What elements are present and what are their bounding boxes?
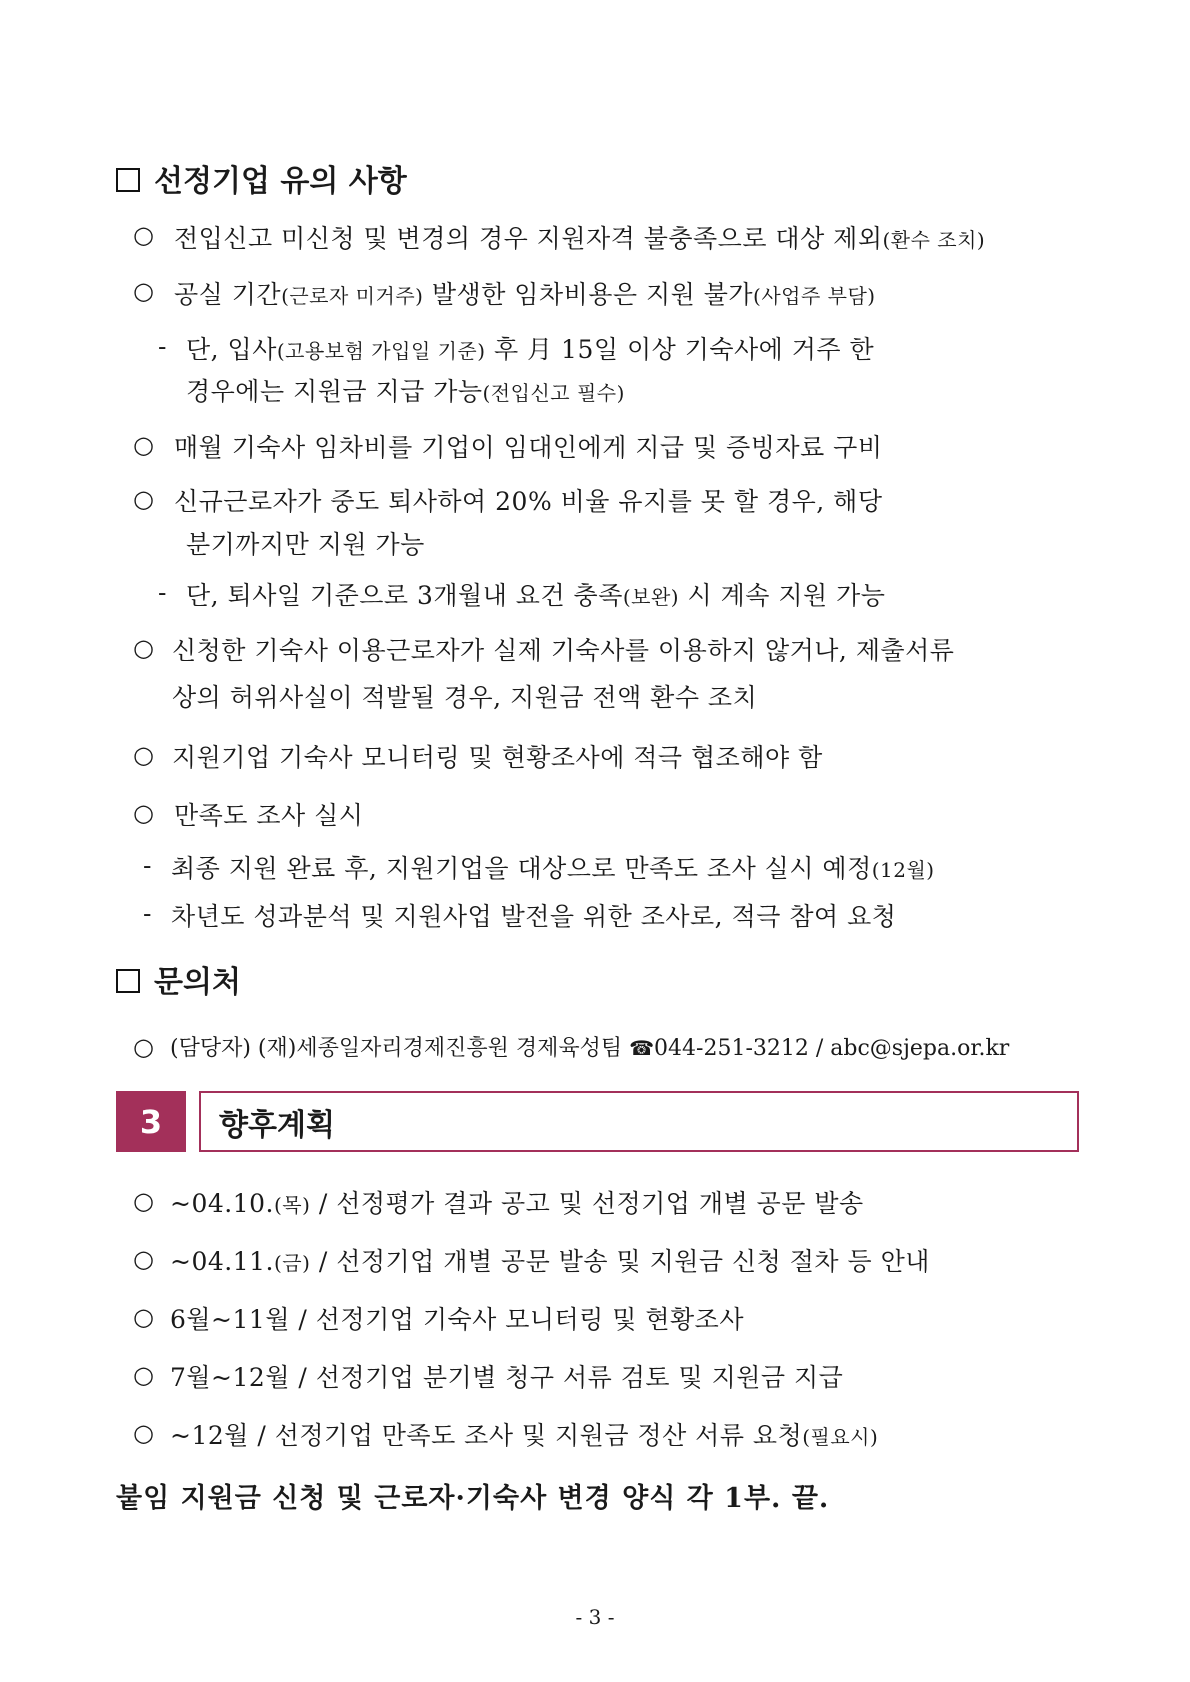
- circle-bullet-icon: ○: [133, 1245, 154, 1273]
- dash-bullet: -: [143, 851, 152, 880]
- section-number-badge: 3: [116, 1091, 186, 1152]
- circle-bullet-icon: ○: [133, 1303, 154, 1331]
- square-bullet-icon: [116, 168, 140, 192]
- contact-phone-email[interactable]: 044-251-3212 / abc@sjepa.or.kr: [654, 1036, 1010, 1061]
- plan-item-5: ~12월 / 선정기업 만족도 조사 및 지원금 정산 서류 요청(필요시): [170, 1421, 879, 1450]
- square-bullet-icon: [116, 969, 140, 993]
- dash-bullet: -: [158, 578, 167, 607]
- notice-subitem-2: 단, 퇴사일 기준으로 3개월내 요건 충족(보완) 시 계속 지원 가능: [186, 581, 886, 610]
- plan-item-1: ~04.10.(목) / 선정평가 결과 공고 및 선정기업 개별 공문 발송: [170, 1189, 864, 1218]
- notice-item-5-cont: 상의 허위사실이 적발될 경우, 지원금 전액 환수 조치: [172, 683, 758, 712]
- notice-item-2: 공실 기간(근로자 미거주) 발생한 임차비용은 지원 불가(사업주 부담): [174, 280, 876, 309]
- section-heading-notice: [116, 156, 407, 200]
- notice-item-7: 만족도 조사 실시: [174, 801, 364, 830]
- notice-item-1: 전입신고 미신청 및 변경의 경우 지원자격 불충족으로 대상 제외(환수 조치): [174, 224, 986, 253]
- circle-bullet-icon: ○: [133, 741, 154, 769]
- circle-bullet-icon: ○: [133, 1033, 154, 1061]
- notice-subitem-3: 최종 지원 완료 후, 지원기업을 대상으로 만족도 조사 실시 예정(12월): [171, 854, 935, 883]
- page-number: - 3 -: [575, 1605, 615, 1629]
- dash-bullet: -: [158, 332, 167, 361]
- circle-bullet-icon: ○: [133, 431, 154, 459]
- circle-bullet-icon: ○: [133, 277, 154, 305]
- section-title: 선정기업 유의 사항: [154, 164, 407, 199]
- attachment-note: 붙임 지원금 신청 및 근로자·기숙사 변경 양식 각 1부. 끝.: [116, 1483, 830, 1514]
- notice-item-3: 매월 기숙사 임차비를 기업이 임대인에게 지급 및 증빙자료 구비: [174, 433, 883, 462]
- circle-bullet-icon: ○: [133, 485, 154, 513]
- circle-bullet-icon: ○: [133, 1419, 154, 1447]
- plan-item-2: ~04.11.(금) / 선정기업 개별 공문 발송 및 지원금 신청 절차 등 안내: [170, 1247, 930, 1276]
- phone-icon: ☎: [629, 1036, 655, 1060]
- section-heading-contact: [116, 957, 241, 1001]
- plan-item-3: 6월~11월 / 선정기업 기숙사 모니터링 및 현황조사: [170, 1305, 744, 1334]
- plan-item-4: 7월~12월 / 선정기업 분기별 청구 서류 검토 및 지원금 지급: [170, 1363, 844, 1392]
- notice-item-4: 신규근로자가 중도 퇴사하여 20% 비율 유지를 못 할 경우, 해당: [174, 487, 883, 516]
- notice-item-5: 신청한 기숙사 이용근로자가 실제 기숙사를 이용하지 않거나, 제출서류: [172, 636, 955, 665]
- section-title: 문의처: [154, 965, 241, 1000]
- circle-bullet-icon: ○: [133, 634, 154, 662]
- notice-item-6: 지원기업 기숙사 모니터링 및 현황조사에 적극 협조해야 함: [172, 743, 823, 772]
- notice-subitem-1: 단, 입사(고용보험 가입일 기준) 후 月 15일 이상 기숙사에 거주 한: [186, 335, 875, 364]
- circle-bullet-icon: ○: [133, 799, 154, 827]
- dash-bullet: -: [143, 899, 152, 928]
- notice-item-4-cont: 분기까지만 지원 가능: [186, 530, 425, 559]
- notice-subitem-1-cont: 경우에는 지원금 지급 가능(전입신고 필수): [186, 377, 625, 406]
- notice-subitem-4: 차년도 성과분석 및 지원사업 발전을 위한 조사로, 적극 참여 요청: [171, 902, 897, 931]
- circle-bullet-icon: ○: [133, 1187, 154, 1215]
- contact-line: (담당자) (재)세종일자리경제진흥원 경제육성팀 ☎044-251-3212 / abc@sjepa.or.kr: [170, 1036, 1010, 1061]
- circle-bullet-icon: ○: [133, 221, 154, 249]
- section-heading-plan: [199, 1091, 1079, 1152]
- circle-bullet-icon: ○: [133, 1361, 154, 1389]
- section-title: 향후계획: [219, 1107, 335, 1143]
